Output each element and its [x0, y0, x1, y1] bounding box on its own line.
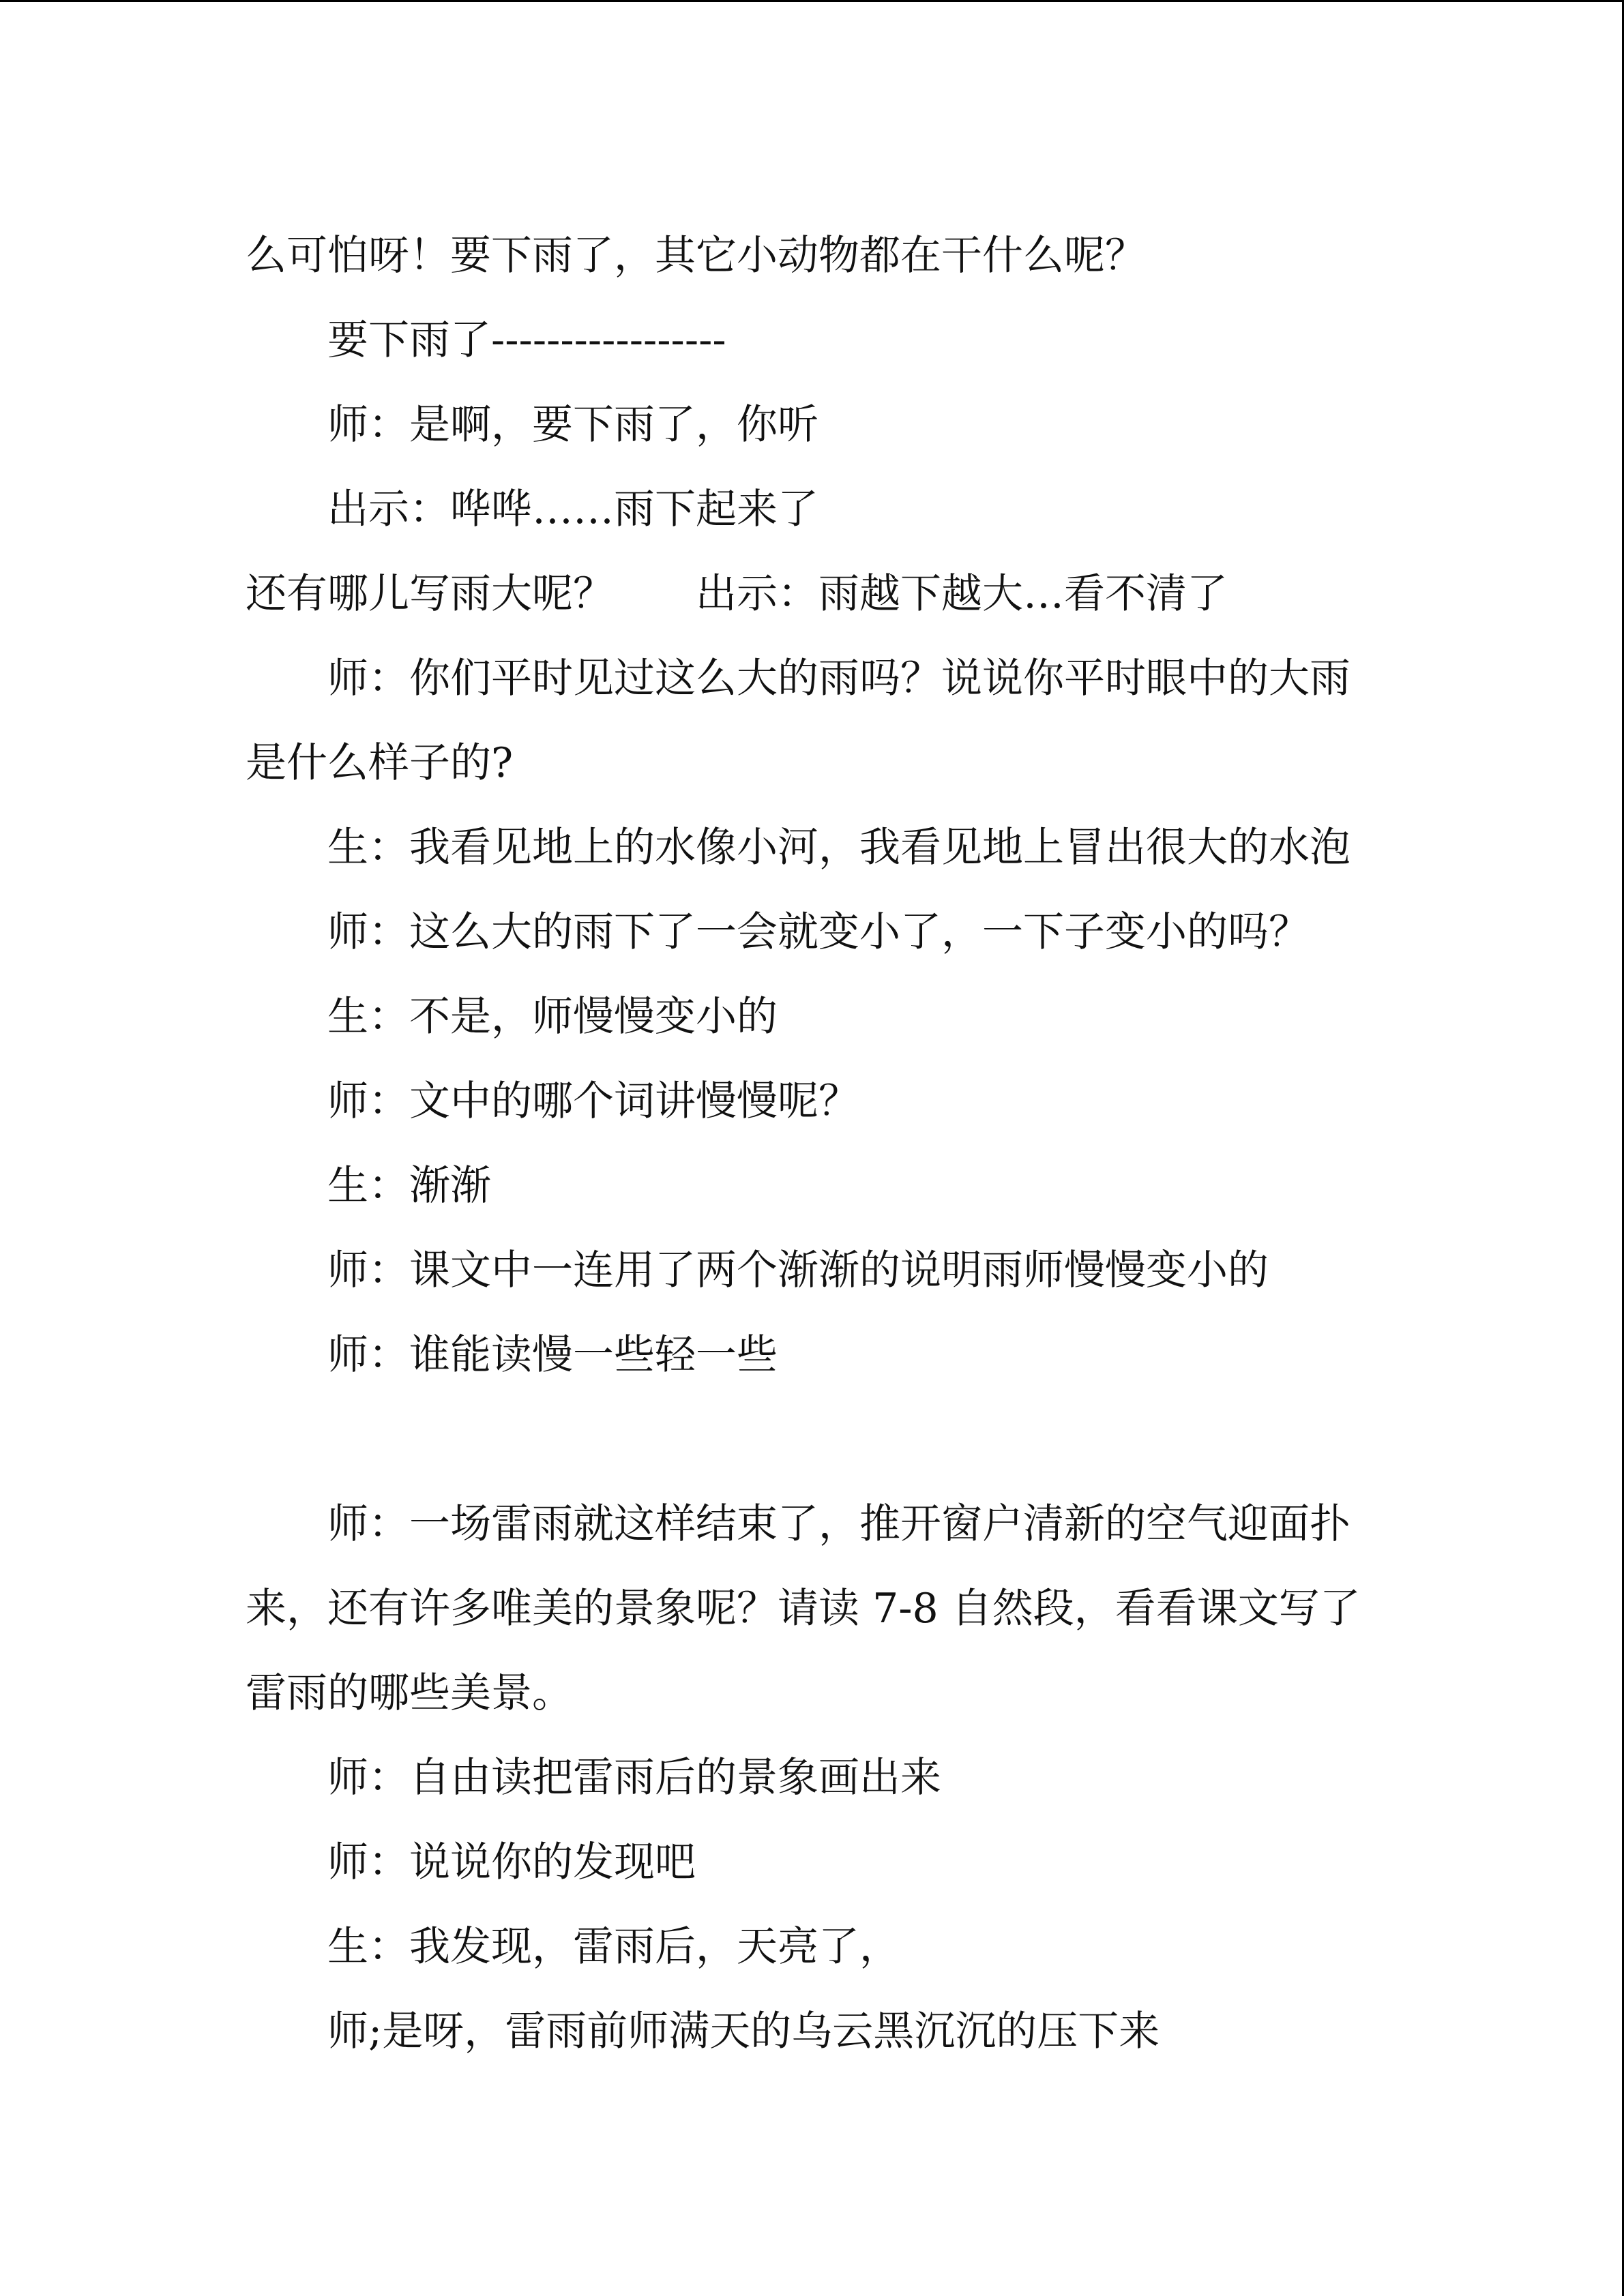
paragraph: 还有哪儿写雨大呢？ 出示：雨越下越大…看不清了 [246, 570, 1228, 618]
paragraph: 出示：哗哗……雨下起来了 [327, 486, 818, 533]
paragraph: 生：不是，师慢慢变小的 [327, 993, 778, 1041]
paragraph: 师：文中的哪个词讲慢慢呢？ [327, 1077, 859, 1125]
document-body [246, 213, 1378, 2074]
paragraph: 要下雨了----------------- [327, 316, 726, 364]
paragraph: 师：你们平时见过这么大的雨吗？说说你平时眼中的大雨是什么样子的? [246, 655, 1350, 787]
paragraph: 师：课文中一连用了两个渐渐的说明雨师慢慢变小的 [327, 1247, 1269, 1294]
paragraph: 么可怕呀！要下雨了，其它小动物都在干什么呢？ [246, 232, 1146, 280]
paragraph: 生：渐渐 [327, 1162, 491, 1210]
paragraph: 师：一场雷雨就这样结束了，推开窗户清新的空气迎面扑来，还有许多唯美的景象呢？请读 7-8 自然段，看看课文写了雷雨的哪些美景。 [246, 1500, 1361, 1717]
paragraph: 师：自由读把雷雨后的景象画出来 [327, 1754, 941, 1802]
paragraph: 师：说说你的发现吧 [327, 1838, 696, 1886]
blank-line [246, 1397, 1378, 1482]
paragraph: 师：谁能读慢一些轻一些 [327, 1331, 778, 1379]
paragraph: 师：是啊，要下雨了，你听 [327, 401, 818, 449]
paragraph: 师;是呀，雷雨前师满天的乌云黑沉沉的压下来 [327, 2008, 1160, 2055]
paragraph: 生：我发现，雷雨后，天亮了， [327, 1923, 900, 1971]
paragraph: 生：我看见地上的水像小河，我看见地上冒出很大的水泡 [327, 824, 1350, 871]
paragraph: 师：这么大的雨下了一会就变小了，一下子变小的吗？ [327, 908, 1310, 956]
